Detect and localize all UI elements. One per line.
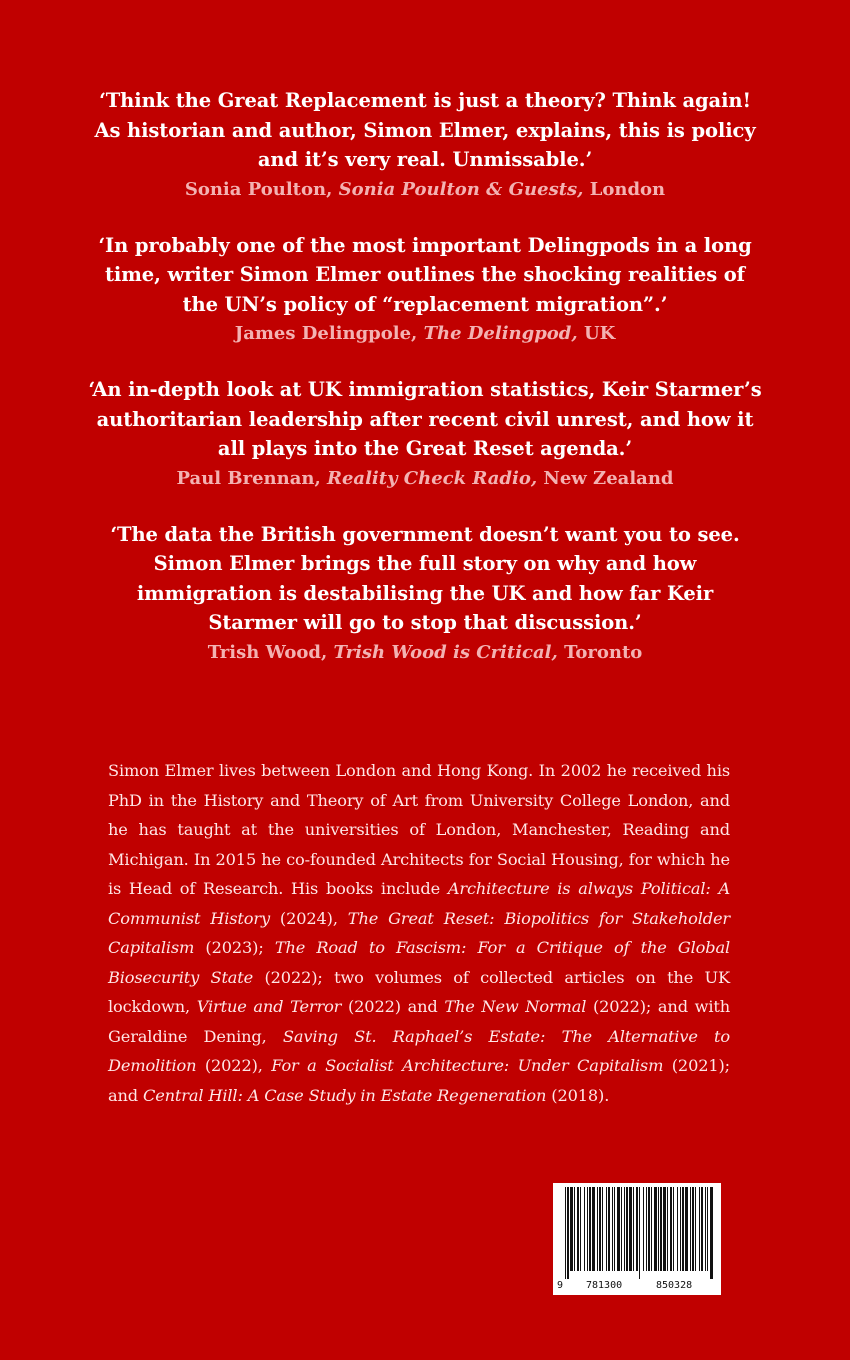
quote-line: ‘The data the British government doesn’t want you to see. bbox=[110, 522, 740, 546]
barcode-bar bbox=[584, 1187, 585, 1271]
quote-line: ‘An in-depth look at UK immigration statistics, Keir Starmer’s bbox=[88, 378, 762, 401]
endorsement-4 bbox=[45, 520, 805, 668]
endorsement-2 bbox=[45, 231, 805, 350]
quote-line: and it’s very real. Unmissable.’ bbox=[257, 148, 593, 171]
quote-line: the UN’s policy of “replacement migration”.’ bbox=[182, 292, 668, 316]
bio-text: (2018). bbox=[546, 1085, 610, 1105]
attribution-place: UK bbox=[583, 323, 616, 344]
attribution-author: Paul Brennan, bbox=[176, 467, 321, 489]
barcode-bar bbox=[574, 1187, 575, 1271]
book-title: For a Socialist Architecture: Under Capitalism bbox=[271, 1056, 664, 1075]
barcode-bar bbox=[587, 1187, 588, 1271]
bio-text: (2023); bbox=[194, 938, 275, 957]
bio-text: (2022); two volumes of collected articles on the UK lockdown, bbox=[108, 967, 730, 1016]
barcode-bar bbox=[651, 1187, 652, 1271]
bio-text: (2021); and bbox=[108, 1056, 730, 1105]
barcode-bar bbox=[639, 1187, 640, 1279]
barcode-bar bbox=[626, 1187, 628, 1271]
attribution-author: Sonia Poulton, bbox=[184, 178, 333, 200]
barcode-bar bbox=[680, 1187, 681, 1271]
barcode-bar bbox=[608, 1187, 610, 1271]
barcode-bar bbox=[570, 1187, 573, 1271]
attribution-publication: Trish Wood is Critical, bbox=[333, 641, 558, 663]
book-title: Central Hill: A Case Study in Estate Regeneration bbox=[142, 1085, 547, 1105]
attribution-publication: The Delingpod, bbox=[423, 323, 578, 344]
quote-line: Simon Elmer brings the full story on why and how bbox=[153, 552, 697, 575]
attribution-author: James Delingpole, bbox=[234, 323, 418, 344]
barcode-bar bbox=[646, 1187, 647, 1271]
barcode-bar bbox=[602, 1187, 603, 1271]
barcode-bar bbox=[690, 1187, 691, 1271]
barcode-bar bbox=[567, 1187, 569, 1279]
barcode-digits-left: 781300 bbox=[586, 1280, 623, 1291]
attribution-author: Trish Wood, bbox=[207, 641, 328, 663]
barcode-bar bbox=[636, 1187, 638, 1271]
quote-line: authoritarian leadership after recent civil unrest, and how it bbox=[96, 407, 754, 431]
barcode-bar bbox=[707, 1187, 708, 1271]
barcode-bar bbox=[612, 1187, 613, 1271]
bio-text: (2022), bbox=[196, 1056, 272, 1075]
quote-attribution bbox=[45, 464, 805, 494]
book-title: Virtue and Terror bbox=[196, 997, 342, 1016]
quote-line: As historian and author, Simon Elmer, explains, this is policy bbox=[94, 118, 756, 142]
barcode-bar bbox=[670, 1187, 672, 1271]
endorsement-1 bbox=[45, 86, 805, 205]
barcode-bar bbox=[692, 1187, 694, 1271]
author-bio bbox=[108, 756, 730, 1110]
isbn-barcode bbox=[553, 1183, 721, 1295]
endorsement-3 bbox=[45, 375, 805, 494]
barcode-bar bbox=[589, 1187, 591, 1271]
barcode-bar bbox=[658, 1187, 659, 1271]
barcode-bar bbox=[614, 1187, 615, 1271]
quote-line: immigration is destabilising the UK and how far Keir bbox=[136, 581, 714, 605]
barcode-bar bbox=[606, 1187, 607, 1271]
barcode-bar bbox=[705, 1187, 706, 1271]
barcode-bar bbox=[629, 1187, 632, 1271]
barcode-bar bbox=[643, 1187, 644, 1271]
barcode-bar bbox=[682, 1187, 684, 1271]
book-title: Saving St. Raphael’s Estate: The Alternative to Demolition bbox=[108, 1026, 730, 1075]
quote-line: ‘In probably one of the most important Delingpods in a long bbox=[98, 233, 752, 257]
barcode-digit-first: 9 bbox=[557, 1280, 564, 1291]
barcode-bar bbox=[677, 1187, 678, 1271]
barcode-bar bbox=[663, 1187, 666, 1271]
quote-line: Starmer will go to stop that discussion.’ bbox=[208, 611, 642, 634]
barcode-bar bbox=[624, 1187, 625, 1271]
barcode-bar bbox=[599, 1187, 601, 1271]
endorsements bbox=[0, 86, 850, 694]
barcode-bar bbox=[621, 1187, 622, 1271]
barcode-bar bbox=[648, 1187, 650, 1271]
barcode-bar bbox=[577, 1187, 579, 1271]
barcode-bar bbox=[667, 1187, 668, 1271]
barcode-bar bbox=[710, 1187, 713, 1279]
barcode-bar bbox=[660, 1187, 662, 1271]
book-title: Architecture is always Political: A Communist History bbox=[108, 879, 730, 928]
barcode-bar bbox=[617, 1187, 620, 1271]
barcode-bar bbox=[633, 1187, 634, 1271]
barcode-digits-right: 850328 bbox=[656, 1280, 693, 1291]
attribution-publication: Sonia Poulton & Guests, bbox=[338, 178, 584, 200]
quote-attribution bbox=[45, 319, 805, 349]
attribution-place: Toronto bbox=[564, 641, 643, 663]
barcode-bar bbox=[695, 1187, 696, 1271]
barcode-bar bbox=[673, 1187, 674, 1271]
quote-line: time, writer Simon Elmer outlines the shocking realities of bbox=[105, 263, 745, 286]
book-title: The Road to Fascism: For a Critique of the Global Biosecurity State bbox=[108, 938, 730, 987]
barcode-bar bbox=[701, 1187, 703, 1271]
book-title: The Great Reset: Biopolitics for Stakeholder Capitalism bbox=[108, 908, 730, 957]
barcode-digits bbox=[553, 1280, 721, 1292]
barcode-bar bbox=[592, 1187, 595, 1271]
barcode-bar bbox=[654, 1187, 657, 1271]
attribution-place: London bbox=[589, 178, 666, 200]
bio-text: (2022); and with Geraldine Dening, bbox=[108, 997, 731, 1046]
barcode-bar bbox=[699, 1187, 700, 1271]
quote-attribution bbox=[45, 638, 805, 668]
attribution-place: New Zealand bbox=[543, 467, 674, 489]
bio-text: (2024), bbox=[269, 908, 348, 928]
barcode-bar bbox=[580, 1187, 581, 1271]
quote-line: all plays into the Great Reset agenda.’ bbox=[217, 437, 633, 460]
barcode-bar bbox=[685, 1187, 688, 1271]
attribution-publication: Reality Check Radio, bbox=[327, 467, 538, 489]
quote-attribution bbox=[45, 175, 805, 205]
barcode-bar bbox=[565, 1187, 566, 1279]
barcode-bars bbox=[553, 1183, 721, 1279]
book-title: The New Normal bbox=[444, 997, 587, 1016]
bio-text: (2022) and bbox=[341, 997, 445, 1016]
quote-line: ‘Think the Great Replacement is just a theory? Think again! bbox=[99, 89, 751, 112]
barcode-bar bbox=[597, 1187, 598, 1271]
bio-text: Simon Elmer lives between London and Hong Kong. In 2002 he received his PhD in the History and Theory of Art from University College London, and he has taught at the universities of London, Manchester, Reading and Michigan. In 2015 he co-founded Architects for Social Housing, for which he is Head of Research. His books include bbox=[108, 761, 730, 898]
